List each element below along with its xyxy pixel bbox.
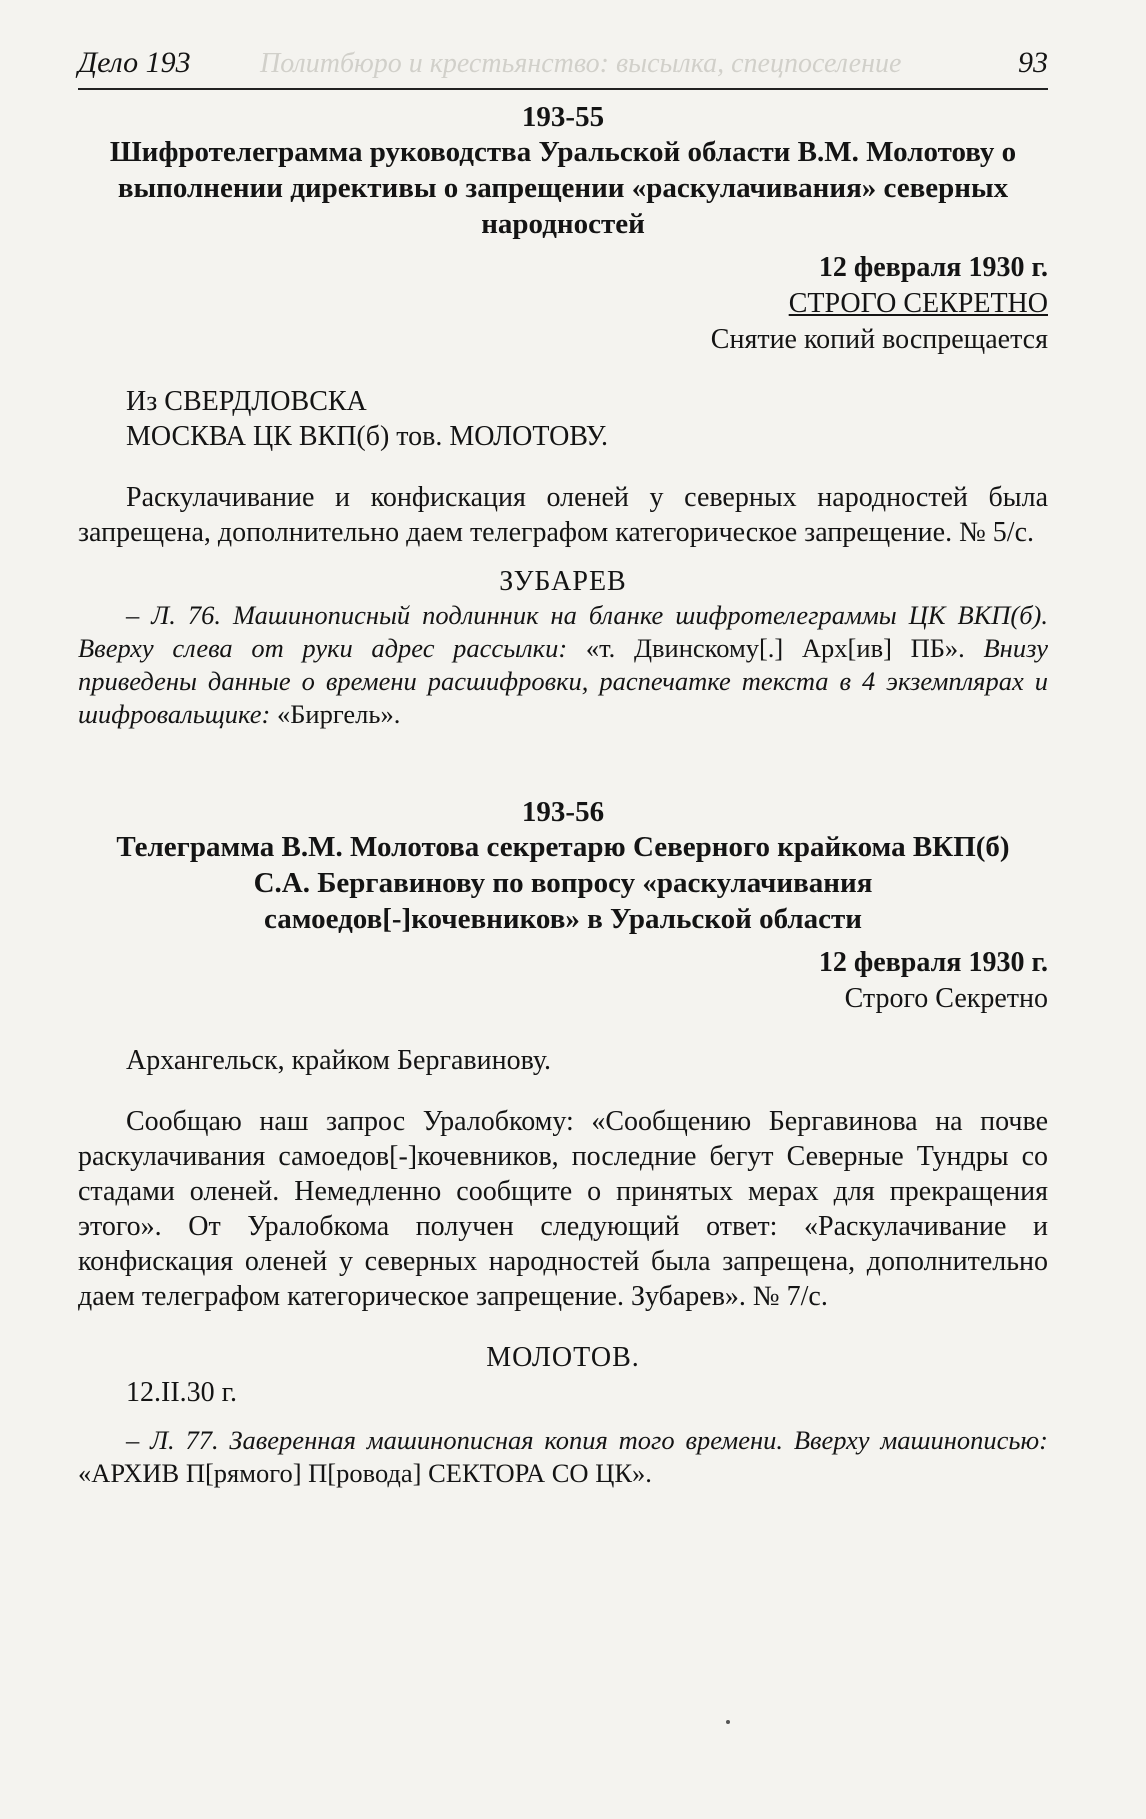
doc1-from: Из СВЕРДЛОВСКА — [126, 386, 367, 417]
doc1-signature: ЗУБАРЕВ — [499, 566, 627, 597]
doc1-note-part2: Внизу приведены данные о времени расшифровки, распечатке текста в 4 экземплярах и шифровальщике: — [78, 633, 1048, 729]
doc2-note-quote1: «АРХИВ П[рямого] П[ровода] СЕКТОРА СО ЦК». — [78, 1458, 652, 1488]
bleed-through-text: Политбюро и крестьянство: высылка, спецпоселение — [260, 48, 902, 79]
doc2-archival-note — [78, 1424, 1048, 1490]
doc1-note-quote2: «Биргель». — [276, 699, 401, 729]
doc2-body: Сообщаю наш запрос Уралобкому: «Сообщению Бергавинова на почве раскулачивания самоедов[-]кочевников, последние бегут Северные Тундры со стадами оленей. Немедленно сообщите о принятых мерах для прекращения этого». От Уралобкома получен следующий ответ: «Раскулачивание и конфискация оленей у северных народностей была запрещена, дополнительно даем телеграфом категорическое запрещение. Зубарев». № 7/с. — [78, 1106, 1048, 1312]
doc2-title: Телеграмма В.М. Молотова секретарю Северного крайкома ВКП(б) С.А. Бергавинову по вопросу «раскулачивания самоедов[-]кочевников» в Уральской области — [116, 831, 1010, 935]
doc2-date: 12 февраля 1930 г. — [818, 947, 1048, 978]
doc1-date: 12 февраля 1930 г. — [818, 252, 1048, 283]
doc1-to: МОСКВА ЦК ВКП(б) тов. МОЛОТОВУ. — [126, 421, 608, 452]
header-rule — [78, 88, 1048, 90]
doc1-classification — [78, 286, 1048, 322]
doc1-classification-text: СТРОГО СЕКРЕТНО — [788, 288, 1048, 319]
content — [78, 100, 1048, 1490]
doc2-note-part1: – Л. 77. Заверенная машинописная копия того времени. Вверху машинописью: — [126, 1425, 1048, 1455]
doc1-number: 193-55 — [521, 101, 605, 133]
case-number: Дело 193 — [78, 46, 191, 79]
doc1-title: Шифротелеграмма руководства Уральской области В.М. Молотову о выполнении директивы о запрещении «раскулачивания» северных народностей — [109, 136, 1017, 240]
doc1-note-part1: – Л. 76. Машинописный подлинник на бланке шифротелеграммы ЦК ВКП(б). Вверху слева от руки адрес рассылки: — [78, 600, 1048, 663]
doc1-archival-note — [78, 599, 1048, 731]
doc2-sign-date: 12.II.30 г. — [126, 1377, 237, 1408]
page-number: 93 — [1018, 46, 1048, 79]
doc1-body: Раскулачивание и конфискация оленей у северных народностей была запрещена, дополнительно даем телеграфом категорическое запрещение. № 5/с. — [78, 482, 1048, 548]
doc2-address: Архангельск, крайком Бергавинову. — [126, 1045, 552, 1076]
doc1-note-quote1: «т. Двинскому[.] Арх[ив] ПБ». — [585, 633, 965, 663]
doc2-signature: МОЛОТОВ. — [486, 1342, 640, 1373]
doc1-no-copies: Снятие копий воспрещается — [710, 324, 1048, 355]
doc2-number: 193-56 — [521, 796, 605, 828]
print-speck — [726, 1720, 730, 1724]
running-header — [78, 46, 1048, 86]
doc2-classification: Строго Секретно — [844, 983, 1048, 1014]
